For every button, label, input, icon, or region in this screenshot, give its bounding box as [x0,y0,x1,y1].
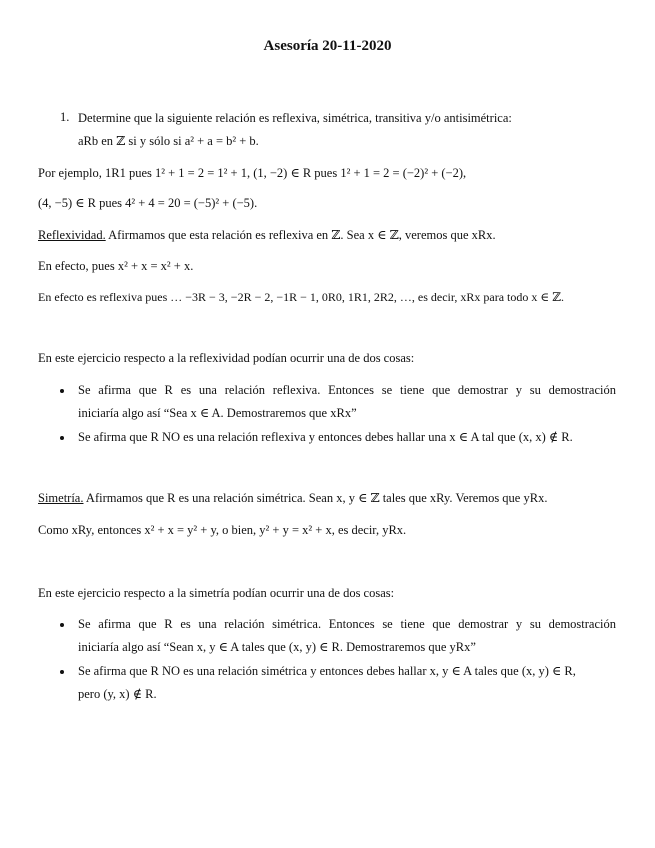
bullet-dot [60,436,64,440]
sim-case1-line2: iniciaría algo así “Sean x, y ∈ A tales que (x, y) ∈ R. Demostraremos que yRx” [78,640,476,654]
reflexividad-paragraph [38,227,496,243]
refl-case1-line2: iniciaría algo así “Sea x ∈ A. Demostraremos que xRx” [78,406,357,420]
reflexividad-heading: Reflexividad. [38,228,106,242]
sim-case1-line1: Se afirma que R es una relación simétrica. Entonces se tiene que demostrar y su demostración [78,617,616,631]
simetria-line1: Afirmamos que R es una relación simétrica. Sean x, y ∈ ℤ tales que xRy. Veremos que yRx. [83,491,548,505]
refl-cases-intro: En este ejercicio respecto a la reflexividad podían ocurrir una de dos cosas: [38,351,415,365]
reflexividad-line3: En efecto es reflexiva pues … −3R − 3, −2R − 2, −1R − 1, 0R0, 1R1, 2R2, …, es decir, xRx para todo x ∈ ℤ. [38,290,565,304]
example-line1: Por ejemplo, 1R1 pues 1² + 1 = 2 = 1² + 1, (1, −2) ∈ R pues 1² + 1 = 2 = (−2)² + (−2), [38,166,467,180]
bullet-dot [60,670,64,674]
sim-case2-line1: Se afirma que R NO es una relación simétrica y entonces debes hallar x, y ∈ A tales que (x, y) ∈ R, [78,664,576,678]
bullet-dot [60,389,64,393]
item-number: 1. [60,110,70,124]
document-title: Asesoría 20-11-2020 [263,38,392,54]
item1-line2: aRb en ℤ si y sólo si a² + a = b² + b. [78,134,259,148]
simetria-heading: Simetría. [38,491,84,505]
example-line2: (4, −5) ∈ R pues 4² + 4 = 20 = (−5)² + (−5). [38,196,258,210]
refl-case2-line1: Se afirma que R NO es una relación reflexiva y entonces debes hallar una x ∈ A tal que (x, x) ∉ R. [78,430,573,444]
item1-line1: Determine que la siguiente relación es reflexiva, simétrica, transitiva y/o antisimétrica: [78,111,512,125]
simetria-line2: Como xRy, entonces x² + x = y² + y, o bien, y² + y = x² + x, es decir, yRx. [38,523,407,537]
sim-case2-line2: pero (y, x) ∉ R. [78,687,157,701]
sim-cases-intro: En este ejercicio respecto a la simetría podían ocurrir una de dos cosas: [38,586,395,600]
reflexividad-line2: En efecto, pues x² + x = x² + x. [38,259,194,273]
bullet-dot [60,623,64,627]
refl-case1-line1: Se afirma que R es una relación reflexiva. Entonces se tiene que demostrar y su demostración [78,383,616,397]
simetria-paragraph [38,490,547,506]
reflexividad-line1: Afirmamos que esta relación es reflexiva en ℤ. Sea x ∈ ℤ, veremos que xRx. [105,228,496,242]
